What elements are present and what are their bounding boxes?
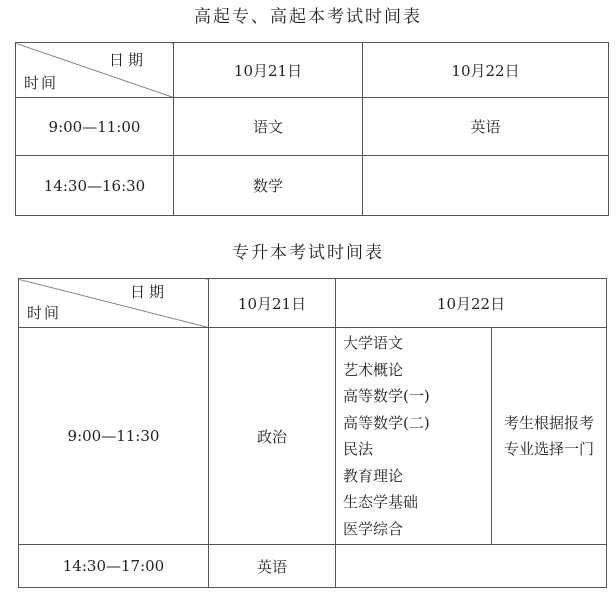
diagonal-header-cell (19, 279, 209, 328)
date-header: 10月22日 (363, 43, 609, 98)
date-label: 日期 (108, 51, 147, 69)
time-cell: 9:00—11:30 (19, 328, 209, 545)
subject-item: 高等数学(一) (343, 387, 430, 405)
subject-item: 大学语文 (343, 334, 404, 352)
time-cell: 14:30—16:30 (16, 156, 174, 216)
table-row (16, 98, 609, 156)
table2-title: 专升本考试时间表 (232, 243, 384, 263)
date-header: 10月21日 (174, 43, 363, 98)
subject-item: 教育理论 (343, 466, 404, 485)
table1-title: 高起专、高起本考试时间表 (194, 7, 422, 27)
subject-list-cell (336, 328, 492, 545)
subject-cell (336, 545, 607, 588)
subject-cell: 数学 (174, 156, 363, 216)
diagonal-header-cell (16, 43, 174, 98)
table-row (16, 156, 609, 216)
subject-item: 民法 (343, 440, 374, 458)
subject-item: 艺术概论 (343, 360, 404, 379)
time-label: 时间 (24, 74, 59, 92)
subject-cell (363, 156, 609, 216)
date-header: 10月22日 (336, 279, 607, 328)
subject-cell: 语文 (174, 98, 363, 156)
table-row (19, 545, 607, 588)
date-header: 10月21日 (209, 279, 336, 328)
subject-cell: 英语 (209, 545, 336, 588)
subject-cell: 政治 (209, 328, 336, 545)
date-label: 日期 (129, 283, 168, 301)
subject-cell: 英语 (363, 98, 609, 156)
table2 (18, 278, 607, 588)
subject-item: 高等数学(二) (343, 413, 430, 432)
table-row (19, 328, 607, 545)
subject-item: 医学综合 (343, 519, 404, 538)
time-label: 时间 (27, 304, 62, 322)
subject-item: 生态学基础 (343, 493, 419, 511)
time-cell: 14:30—17:00 (19, 545, 209, 588)
note-cell: 考生根据报考专业选择一门 (492, 328, 607, 545)
time-cell: 9:00—11:00 (16, 98, 174, 156)
table1 (15, 42, 609, 216)
